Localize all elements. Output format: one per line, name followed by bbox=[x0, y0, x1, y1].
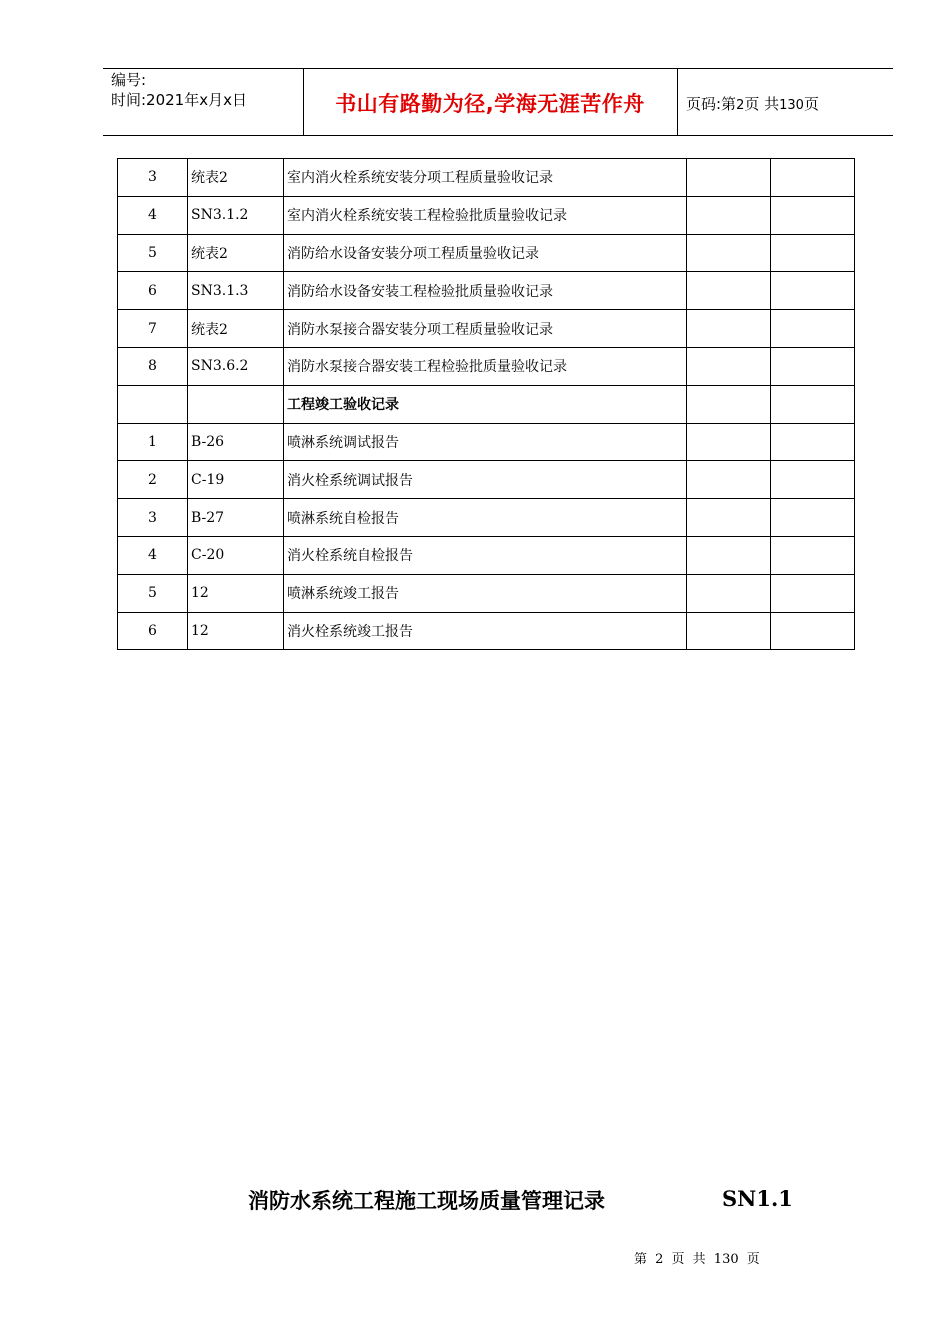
cell-code: 12 bbox=[188, 612, 284, 650]
cell-name: 喷淋系统竣工报告 bbox=[284, 574, 687, 612]
cell-blank-2 bbox=[771, 461, 855, 499]
table-row bbox=[118, 196, 855, 234]
cell-name: 消火栓系统调试报告 bbox=[284, 461, 687, 499]
cell-blank-1 bbox=[687, 612, 771, 650]
table-row bbox=[118, 461, 855, 499]
footer-title: 消防水系统工程施工现场质量管理记录 bbox=[248, 1189, 605, 1213]
cell-blank-1 bbox=[687, 196, 771, 234]
cell-no: 4 bbox=[118, 196, 188, 234]
cell-blank-1 bbox=[687, 574, 771, 612]
cell-no: 7 bbox=[118, 310, 188, 348]
cell-blank-2 bbox=[771, 612, 855, 650]
cell-no: 2 bbox=[118, 461, 188, 499]
cell-name: 喷淋系统调试报告 bbox=[284, 423, 687, 461]
table-row bbox=[118, 159, 855, 197]
cell-code: 统表2 bbox=[188, 159, 284, 197]
cell-code: 统表2 bbox=[188, 310, 284, 348]
cell-name: 消防给水设备安装工程检验批质量验收记录 bbox=[284, 272, 687, 310]
cell-code: C-20 bbox=[188, 536, 284, 574]
cell-blank-2 bbox=[771, 196, 855, 234]
header-info bbox=[111, 70, 247, 110]
cell-code: SN3.1.3 bbox=[188, 272, 284, 310]
table-row bbox=[118, 310, 855, 348]
cell-blank-2 bbox=[771, 536, 855, 574]
cell-no: 5 bbox=[118, 234, 188, 272]
record-table bbox=[117, 158, 855, 650]
cell-no: 4 bbox=[118, 536, 188, 574]
cell-no: 3 bbox=[118, 159, 188, 197]
table-row bbox=[118, 612, 855, 650]
time-label: 时间:2021年x月x日 bbox=[111, 91, 247, 109]
cell-blank-1 bbox=[687, 499, 771, 537]
footer-code: SN1.1 bbox=[722, 1186, 793, 1211]
cell-code: B-27 bbox=[188, 499, 284, 537]
cell-name: 室内消火栓系统安装工程检验批质量验收记录 bbox=[284, 196, 687, 234]
header-top-rule bbox=[103, 68, 893, 69]
cell-name: 消火栓系统竣工报告 bbox=[284, 612, 687, 650]
cell-no: 1 bbox=[118, 423, 188, 461]
cell-code bbox=[188, 385, 284, 423]
cell-name: 消防给水设备安装分项工程质量验收记录 bbox=[284, 234, 687, 272]
table-row bbox=[118, 347, 855, 385]
header-divider-right bbox=[677, 68, 678, 136]
cell-blank-2 bbox=[771, 272, 855, 310]
cell-blank-2 bbox=[771, 499, 855, 537]
cell-blank-1 bbox=[687, 272, 771, 310]
cell-blank-2 bbox=[771, 310, 855, 348]
cell-blank-1 bbox=[687, 347, 771, 385]
table-row bbox=[118, 574, 855, 612]
cell-blank-1 bbox=[687, 234, 771, 272]
table-row bbox=[118, 499, 855, 537]
table-row bbox=[118, 423, 855, 461]
cell-name: 室内消火栓系统安装分项工程质量验收记录 bbox=[284, 159, 687, 197]
header-bottom-rule bbox=[103, 135, 893, 136]
footer-page-number: 第 2 页 共 130 页 bbox=[634, 1252, 760, 1267]
cell-no: 6 bbox=[118, 272, 188, 310]
section-row bbox=[118, 385, 855, 423]
cell-name: 喷淋系统自检报告 bbox=[284, 499, 687, 537]
header-slogan: 书山有路勤为径,学海无涯苦作舟 bbox=[335, 92, 645, 116]
cell-blank-2 bbox=[771, 347, 855, 385]
page-suffix: 页 bbox=[803, 95, 819, 113]
cell-no: 8 bbox=[118, 347, 188, 385]
table-row bbox=[118, 536, 855, 574]
page-total: 130 bbox=[779, 98, 804, 113]
cell-blank-2 bbox=[771, 159, 855, 197]
cell-blank-1 bbox=[687, 423, 771, 461]
page-current: 2 bbox=[736, 98, 745, 113]
cell-name: 消防水泵接合器安装分项工程质量验收记录 bbox=[284, 310, 687, 348]
page-prefix: 页码:第 bbox=[686, 95, 737, 113]
cell-blank-1 bbox=[687, 536, 771, 574]
cell-blank-2 bbox=[771, 234, 855, 272]
cell-blank-2 bbox=[771, 385, 855, 423]
cell-code: C-19 bbox=[188, 461, 284, 499]
cell-blank-1 bbox=[687, 159, 771, 197]
cell-no: 3 bbox=[118, 499, 188, 537]
cell-blank-2 bbox=[771, 574, 855, 612]
number-label: 编号: bbox=[111, 71, 147, 89]
table-row bbox=[118, 272, 855, 310]
cell-name: 消火栓系统自检报告 bbox=[284, 536, 687, 574]
cell-code: 统表2 bbox=[188, 234, 284, 272]
cell-blank-2 bbox=[771, 423, 855, 461]
cell-blank-1 bbox=[687, 385, 771, 423]
cell-no: 6 bbox=[118, 612, 188, 650]
cell-no: 5 bbox=[118, 574, 188, 612]
cell-name: 消防水泵接合器安装工程检验批质量验收记录 bbox=[284, 347, 687, 385]
header-page-number bbox=[686, 93, 819, 114]
cell-code: SN3.6.2 bbox=[188, 347, 284, 385]
cell-blank-1 bbox=[687, 310, 771, 348]
cell-no bbox=[118, 385, 188, 423]
cell-code: 12 bbox=[188, 574, 284, 612]
page-middle: 页 共 bbox=[744, 95, 780, 113]
cell-code: SN3.1.2 bbox=[188, 196, 284, 234]
table-row bbox=[118, 234, 855, 272]
cell-name: 工程竣工验收记录 bbox=[284, 385, 687, 423]
record-table-body bbox=[118, 159, 855, 650]
cell-blank-1 bbox=[687, 461, 771, 499]
cell-code: B-26 bbox=[188, 423, 284, 461]
